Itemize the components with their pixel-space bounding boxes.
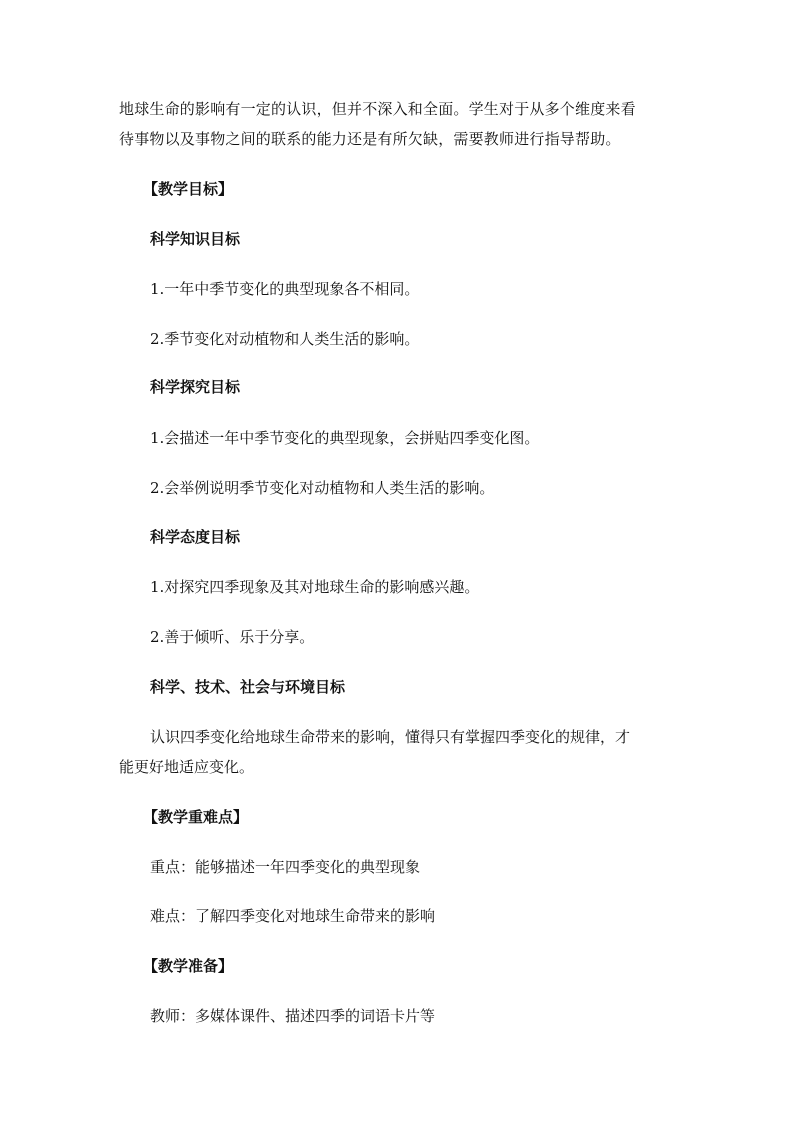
intro-line-1: 地球生命的影响有一定的认识，但并不深入和全面。学生对于从多个维度来看 <box>119 100 636 118</box>
knowledge-objectives-title: 科学知识目标 <box>150 230 241 248</box>
attitude-item-1: 1.对探究四季现象及其对地球生命的影响感兴趣。 <box>150 578 480 596</box>
preparation-teacher: 教师：多媒体课件、描述四季的词语卡片等 <box>150 1007 436 1025</box>
inquiry-item-2: 2.会举例说明季节变化对动植物和人类生活的影响。 <box>150 479 495 497</box>
stse-paragraph-line-1: 认识四季变化给地球生命带来的影响，懂得只有掌握四季变化的规律，才 <box>150 728 631 746</box>
objectives-heading: 【教学目标】 <box>143 180 234 198</box>
key-point-difficulty: 难点：了解四季变化对地球生命带来的影响 <box>150 907 436 925</box>
attitude-objectives-title: 科学态度目标 <box>150 528 241 546</box>
inquiry-item-1: 1.会描述一年中季节变化的典型现象，会拼贴四季变化图。 <box>150 429 540 447</box>
attitude-item-2: 2.善于倾听、乐于分享。 <box>150 628 315 646</box>
intro-line-2: 待事物以及事物之间的联系的能力还是有所欠缺，需要教师进行指导帮助。 <box>119 130 621 148</box>
knowledge-item-1: 1.一年中季节变化的典型现象各不相同。 <box>150 280 420 298</box>
stse-paragraph-line-2: 能更好地适应变化。 <box>119 758 255 776</box>
preparation-heading: 【教学准备】 <box>143 957 234 975</box>
knowledge-item-2: 2.季节变化对动植物和人类生活的影响。 <box>150 330 420 348</box>
key-points-heading: 【教学重难点】 <box>143 808 249 826</box>
stse-objectives-title: 科学、技术、社会与环境目标 <box>150 678 346 696</box>
inquiry-objectives-title: 科学探究目标 <box>150 378 241 396</box>
key-point-focus: 重点：能够描述一年四季变化的典型现象 <box>150 858 421 876</box>
